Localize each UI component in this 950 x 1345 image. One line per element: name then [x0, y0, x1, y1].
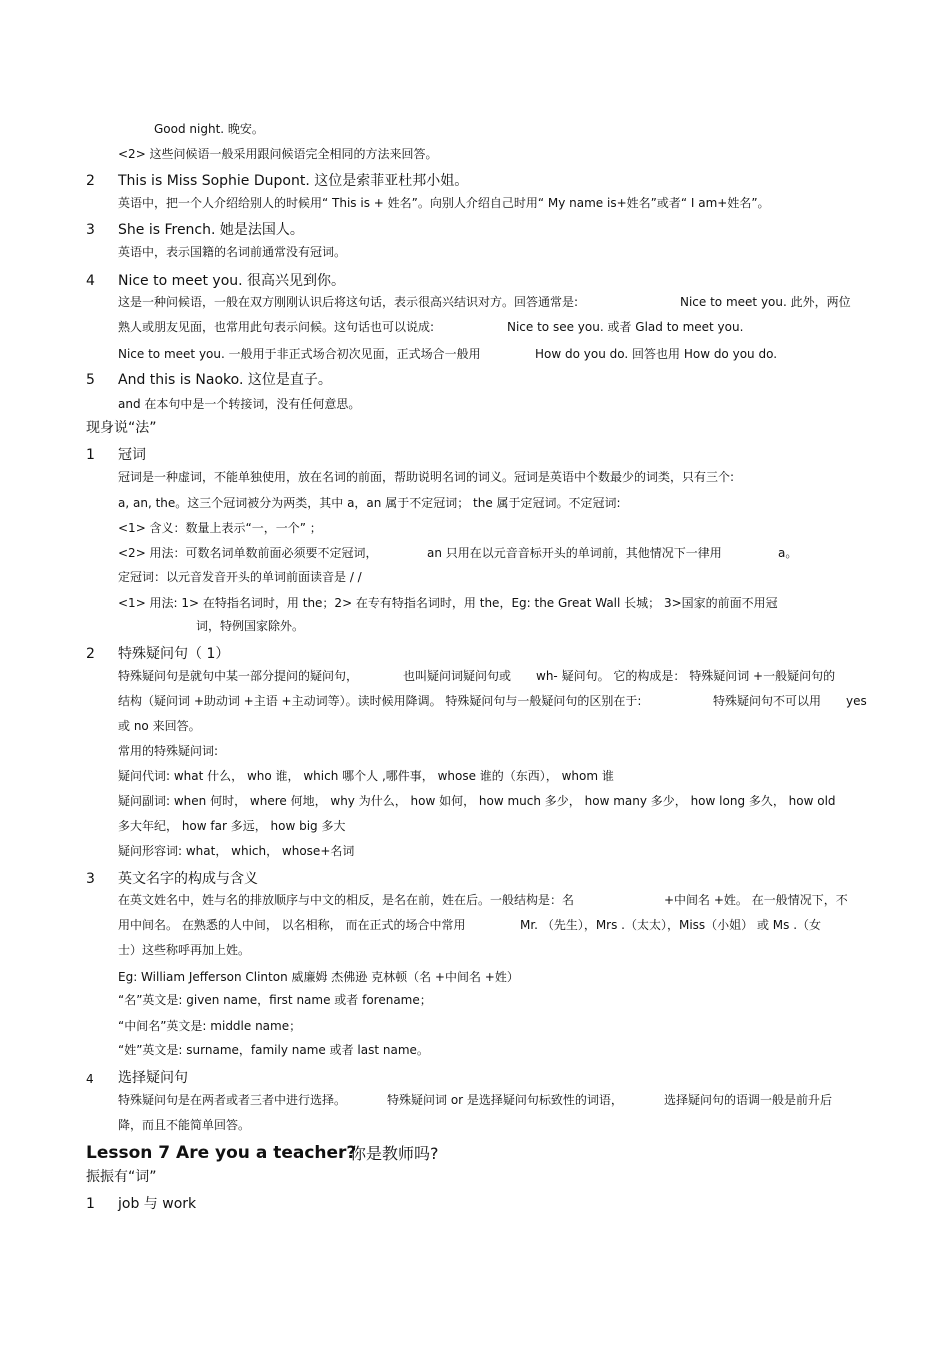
item-heading: 冠词 [118, 447, 146, 463]
text-line: 英语中，表示国籍的名词前通常没有冠词。 [118, 245, 347, 259]
item-heading: 特殊疑问句（ 1） [118, 646, 230, 662]
lesson-title: Lesson 7 Are you a teacher? [86, 1143, 357, 1163]
text-line: 或 no 来回答。 [118, 719, 201, 733]
item-heading: job 与 work [118, 1196, 197, 1212]
text-line: Eg: William Jefferson Clinton 威廉姆 杰佛逊 克林顿（名 +中间名 +姓） [118, 970, 519, 984]
text-line: 英语中，把一个人介绍给别人的时候用“ This is + 姓名”。向别人介绍自己时用“ My name is+姓名”或者“ I am+姓名”。 [118, 196, 770, 210]
text-line: 特殊疑问句是就句中某一部分提问的疑问句， [118, 669, 359, 683]
text-line: 熟人或朋友见面，也常用此句表示问候。这句话也可以说成: [118, 320, 435, 334]
text-line: 这是一种问候语，一般在双方刚刚认识后将这句话，表示很高兴结识对方。回答通常是: [118, 295, 579, 309]
item-number: 1 [86, 1196, 95, 1212]
text-line: 特殊疑问词 or 是选择疑问句标致性的词语， [387, 1093, 623, 1107]
text-line: wh- 疑问句。 它的构成是： 特殊疑问词 +一般疑问句的 [536, 669, 836, 683]
text-line: Nice to see you. 或者 Glad to meet you. [507, 320, 744, 334]
text-line: 疑问副词: when 何时， where 何地， why 为什么， how 如何， how much 多少， how many 多少， how long 多久， how old [118, 794, 836, 808]
text-line: 疑问代词: what 什么， who 谁， which 哪个人 ,哪件事， whose 谁的（东西）， whom 谁 [118, 769, 614, 783]
text-line: and 在本句中是一个转接词，没有任何意思。 [118, 397, 361, 411]
item-heading: 选择疑问句 [118, 1070, 188, 1086]
text-line: <2> 这些问候语一般采用跟问候语完全相同的方法来回答。 [118, 147, 438, 161]
text-line: 常用的特殊疑问词: [118, 744, 219, 758]
text-line: an 只用在以元音音标开头的单词前，其他情况下一律用 [427, 546, 722, 560]
item-heading: She is French. 她是法国人。 [118, 222, 304, 238]
text-line: How do you do. 回答也用 How do you do. [535, 347, 778, 361]
text-line: Nice to meet you. 一般用于非正式场合初次见面，正式场合一般用 [118, 347, 481, 361]
text-line: <1> 含义：数量上表示“一，一个” ； [118, 521, 322, 535]
text-line: 多大年纪， how far 多远， how big 多大 [118, 819, 346, 833]
text-line: 特殊疑问句不可以用 [713, 694, 822, 708]
text-line: yes [846, 694, 867, 708]
text-line: 在英文姓名中，姓与名的排放顺序与中文的相反，是名在前，姓在后。一般结构是：名 [118, 893, 575, 907]
item-number: 5 [86, 372, 95, 388]
text-line: a, an, the。这三个冠词被分为两类，其中 a，an 属于不定冠词； the 属于定冠词。不定冠词: [118, 496, 621, 510]
text-line: 定冠词：以元音发音开头的单词前面读音是 / / [118, 570, 362, 584]
item-number: 2 [86, 646, 95, 662]
section-title: 现身说“法” [86, 420, 157, 436]
text-line: a。 [778, 546, 798, 560]
text-line: <1> 用法: 1> 在特指名词时，用 the；2> 在专有特指名词时，用 the，Eg: the Great Wall 长城； 3>国家的前面不用冠 [118, 596, 778, 610]
item-number: 4 [86, 273, 95, 289]
text-line: 也叫疑问词疑问句或 [403, 669, 512, 683]
text-line: 士）这些称呼再加上姓。 [118, 943, 251, 957]
text-line: 降，而且不能简单回答。 [118, 1118, 251, 1132]
section-title: 振振有“词” [86, 1169, 157, 1185]
text-line: <2> 用法：可数名词单数前面必须要不定冠词， [118, 546, 378, 560]
item-heading: Nice to meet you. 很高兴见到你。 [118, 273, 346, 289]
item-number: 1 [86, 447, 95, 463]
text-line: 疑问形容词: what， which， whose+名词 [118, 844, 355, 858]
text-line: +中间名 +姓。 在一般情况下，不 [664, 893, 848, 907]
text-line: “姓”英文是: surname，family name 或者 last name。 [118, 1043, 429, 1057]
text-line: 冠词是一种虚词，不能单独使用，放在名词的前面，帮助说明名词的词义。冠词是英语中个数最少的词类，只有三个: [118, 470, 735, 484]
text-line: Mr. （先生），Mrs .（太太），Miss（小姐） 或 Ms .（女 [520, 918, 822, 932]
text-line: 结构（疑问词 +助动词 +主语 +主动词等）。读时候用降调。 特殊疑问句与一般疑问句的区别在于: [118, 694, 642, 708]
text-line: “名”英文是: given name，first name 或者 forename； [118, 993, 432, 1007]
text-line: Nice to meet you. 此外，两位 [680, 295, 851, 309]
item-heading: And this is Naoko. 这位是直子。 [118, 372, 332, 388]
text-line: 用中间名。 在熟悉的人中间， 以名相称， 而在正式的场合中常用 [118, 918, 466, 932]
item-number: 4 [86, 1072, 94, 1086]
text-line: 特殊疑问句是在两者或者三者中进行选择。 [118, 1093, 347, 1107]
text-line: 词，特例国家除外。 [196, 619, 305, 633]
item-number: 2 [86, 173, 95, 189]
text-line: “中间名”英文是: middle name； [118, 1019, 302, 1033]
item-number: 3 [86, 871, 95, 887]
item-heading: 英文名字的构成与含义 [118, 871, 258, 887]
item-number: 3 [86, 222, 95, 238]
item-heading: This is Miss Sophie Dupont. 这位是索菲亚杜邦小姐。 [118, 173, 469, 189]
text-line: 选择疑问句的语调一般是前升后 [664, 1093, 833, 1107]
text-line: Good night. 晚安。 [154, 122, 264, 136]
lesson-title-cn: 你是教师吗? [350, 1144, 439, 1163]
